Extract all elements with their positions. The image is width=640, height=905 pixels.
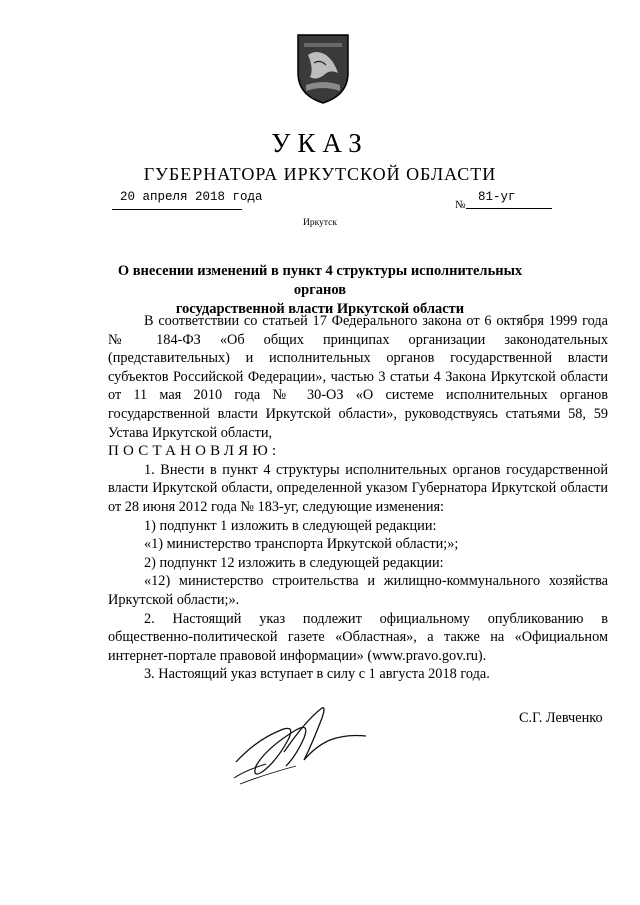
subitem-1: 1) подпункт 1 изложить в следующей редакции: — [144, 517, 437, 534]
handwritten-signature-icon — [226, 700, 376, 790]
city-name: Иркутск — [303, 218, 337, 228]
irkutsk-coat-of-arms-icon — [296, 33, 350, 105]
subitem-1-text: «1) министерство транспорта Иркутской области;»; — [144, 536, 459, 553]
decree-keyword: ПОСТАНОВЛЯЮ: — [108, 443, 281, 460]
decree-date: 20 апреля 2018 года — [120, 190, 263, 204]
preamble-paragraph: В соответствии со статьей 17 Федерального закона от 6 октября 1999 года № 184-ФЗ «Об общих принципах организации законодательных (представительных) и исполнительных органов государственной власти субъектов Российской Федерации», частью 3 статьи 4 Закона Иркутской области от 11 мая 2010 года № 30-ОЗ «О системе исполнительных органов государственной власти Иркутской области», руководствуясь статьями 58, 59 Устава Иркутской области, — [108, 313, 608, 441]
number-underline — [466, 208, 552, 209]
number-sign: № — [455, 199, 466, 211]
heading-line-1: О внесении изменений в пункт 4 структуры исполнительных органов — [117, 263, 523, 298]
subitem-2-text: «12) министерство строительства и жилищно-коммунального хозяйства Иркутской области;». — [108, 573, 608, 608]
heading-line-2: государственной власти Иркутской области — [175, 301, 465, 317]
document-subtitle: ГУБЕРНАТОРА ИРКУТСКОЙ ОБЛАСТИ — [143, 164, 497, 184]
item-1-paragraph: 1. Внести в пункт 4 структуры исполнительных органов государственной власти Иркутской области, определенной указом Губернатора Иркутской области от 28 июня 2012 года № 183-уг, следующие изменения: — [108, 461, 608, 515]
subitem-2: 2) подпункт 12 изложить в следующей редакции: — [144, 554, 444, 571]
date-underline — [112, 209, 242, 210]
decree-heading — [100, 262, 540, 319]
document-title: УКАЗ — [271, 128, 369, 158]
decree-body — [108, 312, 608, 684]
item-2-paragraph: 2. Настоящий указ подлежит официальному опубликованию в общественно-политической газете «Областная», а также на «Официальном интернет-портале правовой информации» (www.pravo.gov.ru). — [108, 610, 608, 664]
decree-number: 81-уг — [478, 190, 516, 204]
item-3-paragraph: 3. Настоящий указ вступает в силу с 1 августа 2018 года. — [144, 666, 490, 683]
signer-name: С.Г. Левченко — [519, 710, 603, 726]
